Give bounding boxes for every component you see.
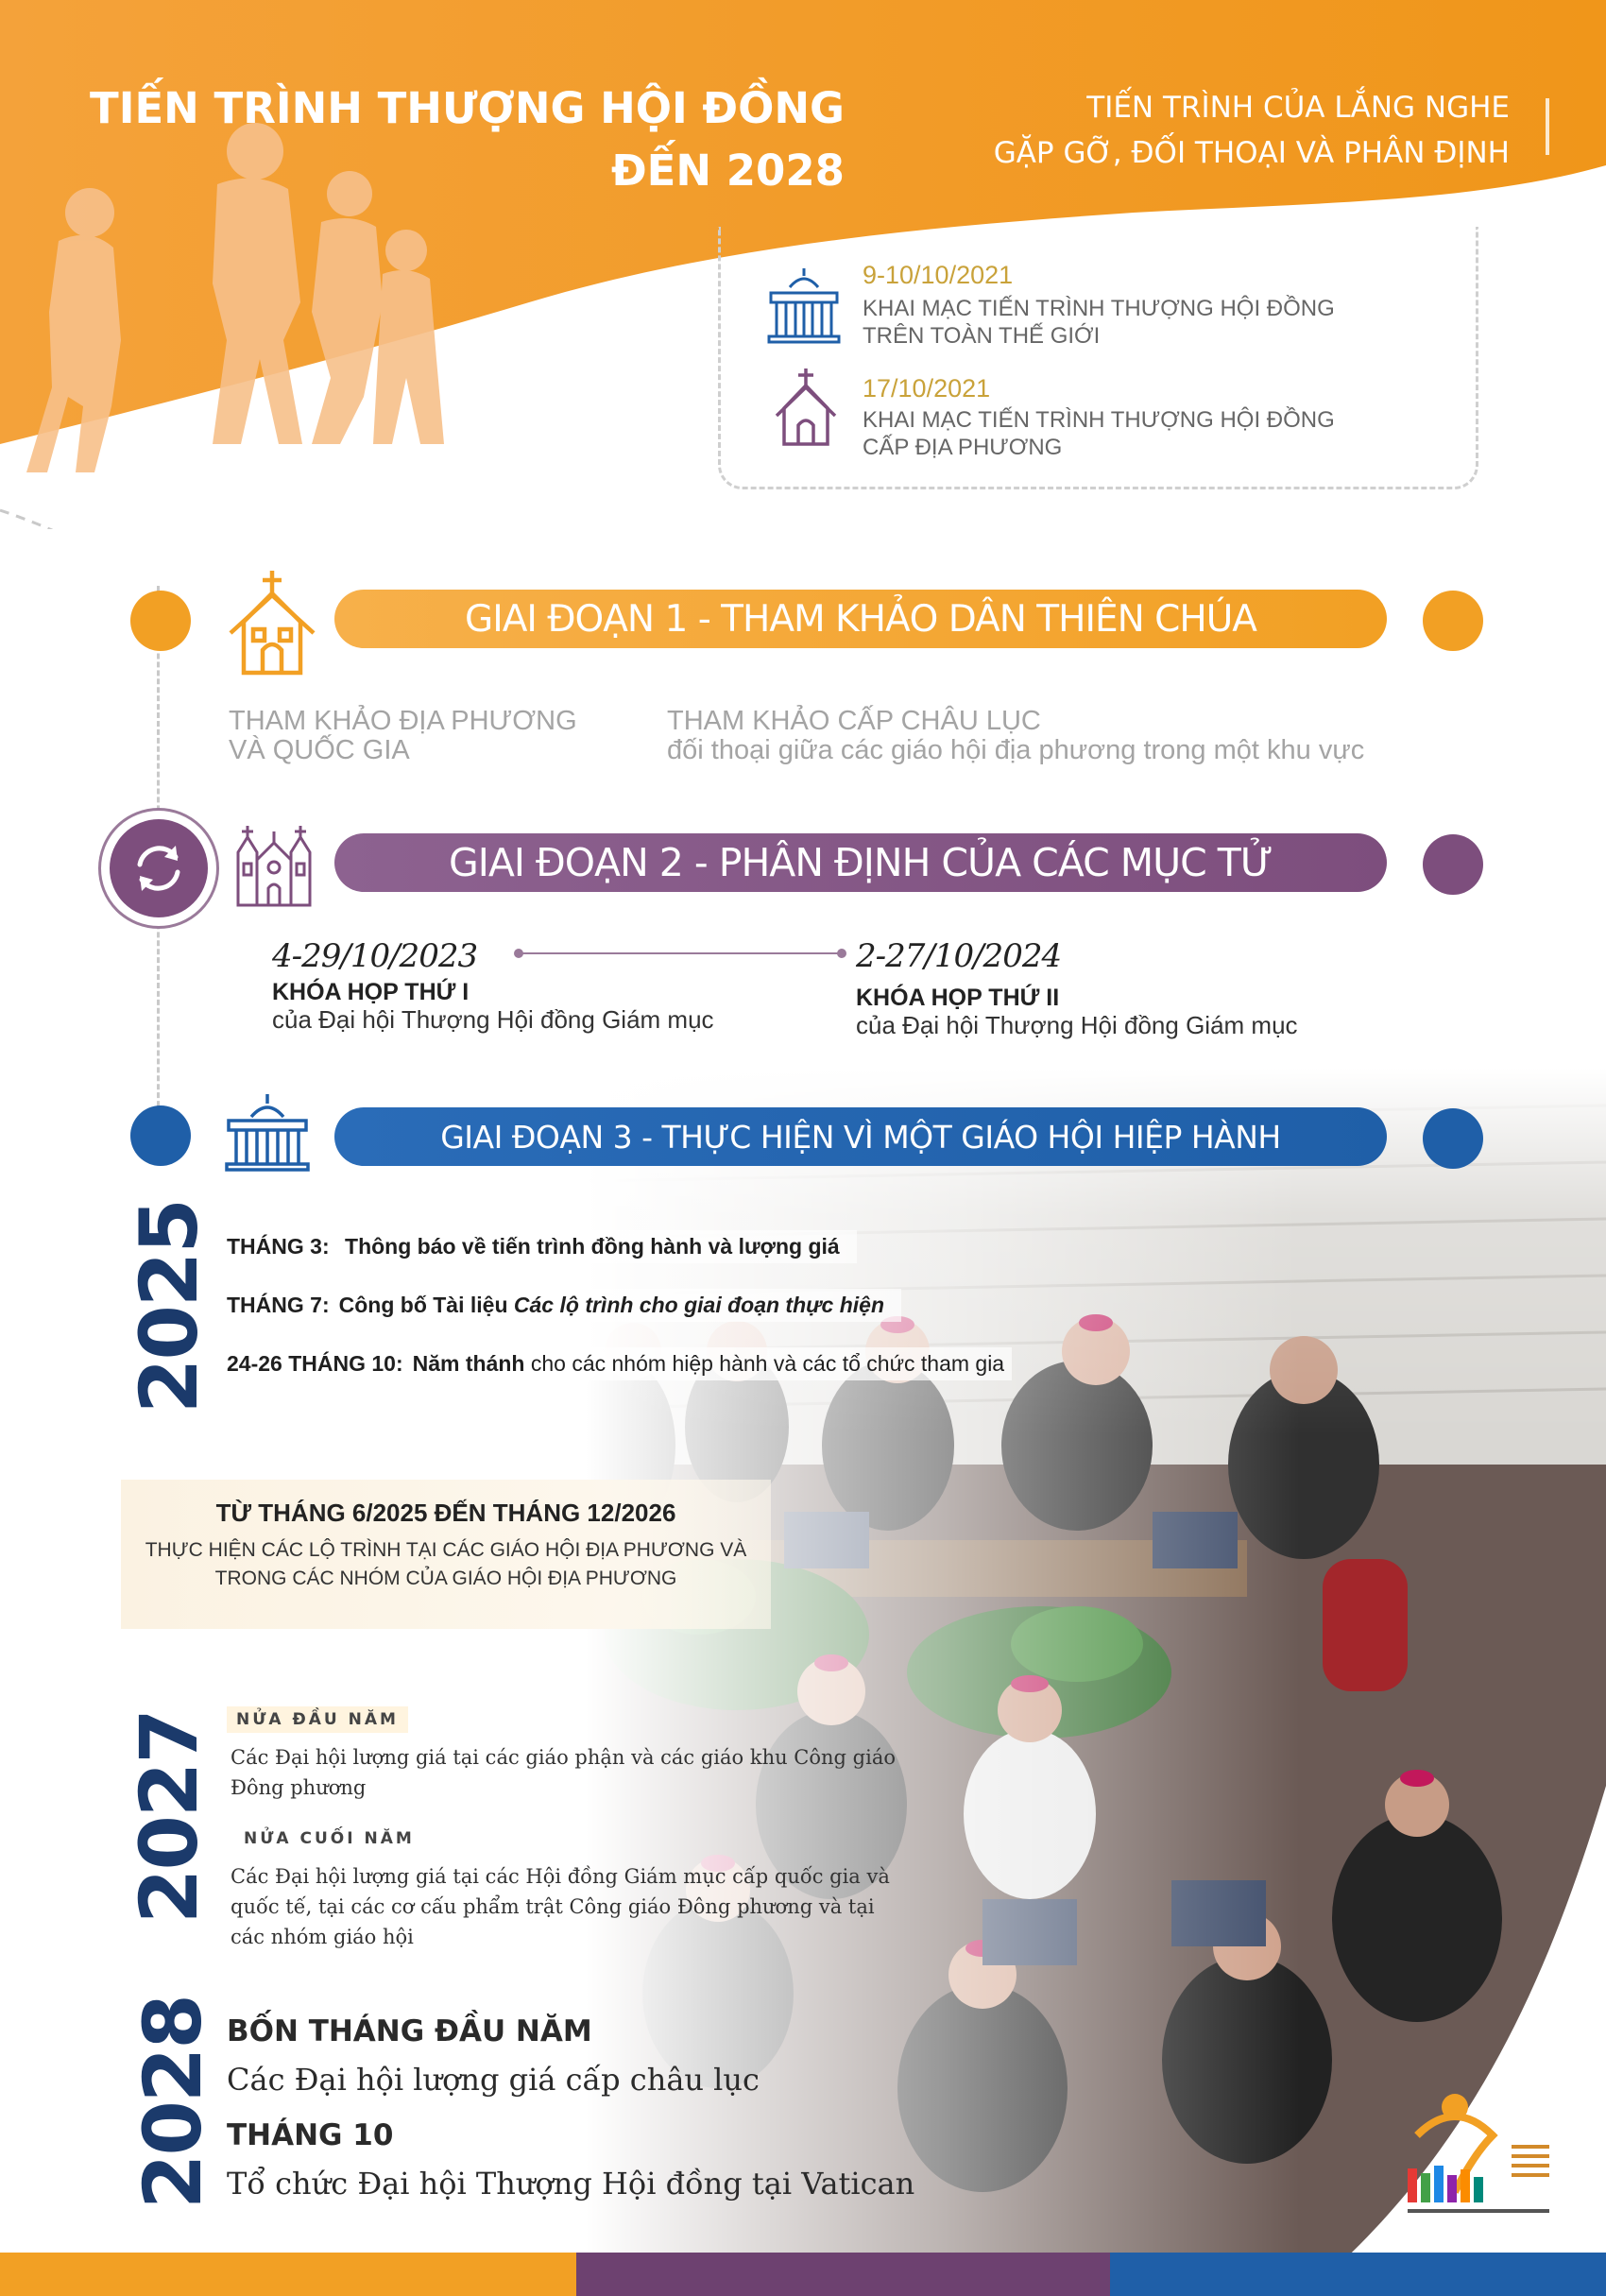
- stage1-left-dot: [130, 591, 191, 651]
- page-title-line1: TIẾN TRÌNH THƯỢNG HỘI ĐỒNG: [90, 83, 845, 133]
- y2025-row-march: [219, 1230, 857, 1263]
- stage1-right-line2: đối thoại giữa các giáo hội địa phương trong một khu vực: [667, 735, 1365, 765]
- basilica-icon: [767, 265, 841, 344]
- stage1-left-line1: THAM KHẢO ĐỊA PHƯƠNG: [229, 706, 577, 736]
- opening-desc-1-line2: TRÊN TOÀN THẾ GIỚI: [863, 323, 1101, 349]
- y2027-first-half-label: NỬA ĐẦU NĂM: [227, 1706, 408, 1733]
- opening-desc-1-line1: KHAI MẠC TIẾN TRÌNH THƯỢNG HỘI ĐỒNG: [863, 296, 1335, 321]
- y2027-second-half-label-wrap: [234, 1825, 424, 1852]
- y2028-label2: THÁNG 10: [227, 2118, 394, 2152]
- opening-date-2: 17/10/2021: [863, 374, 991, 403]
- session2-title: KHÓA HỌP THỨ II: [856, 985, 1060, 1011]
- y2027-second-half-text: [231, 1861, 890, 1952]
- year-2025: 2025: [123, 1200, 215, 1414]
- year-2028: 2028: [127, 1996, 219, 2209]
- opening-desc-1: [863, 295, 1335, 350]
- y2025-row-july-label: THÁNG 7:: [227, 1293, 330, 1317]
- cathedral-icon: [234, 822, 314, 909]
- y2025-row-october-text: cho các nhóm hiệp hành và các tổ chức tham gia: [524, 1351, 1005, 1376]
- session1-subtitle: của Đại hội Thượng Hội đồng Giám mục: [272, 1005, 714, 1034]
- y2028-text2: Tổ chức Đại hội Thượng Hội đồng tại Vatican: [227, 2166, 915, 2202]
- page-subtitle-line1: TIẾN TRÌNH CỦA LẮNG NGHE: [1086, 91, 1510, 125]
- y2025-row-october-bold: Năm thánh: [412, 1351, 525, 1376]
- y2028-label1: BỐN THÁNG ĐẦU NĂM: [227, 2014, 592, 2048]
- footer-band-purple: [576, 2253, 1110, 2296]
- year-2027: 2027: [123, 1710, 215, 1924]
- implementation-title: TỪ THÁNG 6/2025 ĐẾN THÁNG 12/2026: [215, 1499, 676, 1527]
- y2027-second-half-label: NỬA CUỐI NĂM: [234, 1825, 424, 1852]
- y2027-second-half-line1: Các Đại hội lượng giá tại các Hội đồng Giám mục cấp quốc gia và: [231, 1865, 890, 1888]
- y2025-row-march-text: Thông báo về tiến trình đồng hành và lượng giá: [345, 1234, 840, 1259]
- footer-band-blue: [1110, 2253, 1606, 2296]
- opening-desc-2-line2: CẤP ĐỊA PHƯƠNG: [863, 435, 1063, 460]
- y2028-text1: Các Đại hội lượng giá cấp châu lục: [227, 2062, 760, 2098]
- stage1-right-line1: THAM KHẢO CẤP CHÂU LỤC: [667, 706, 1041, 736]
- church-icon: [773, 367, 839, 448]
- opening-desc-2-line1: KHAI MẠC TIẾN TRÌNH THƯỢNG HỘI ĐỒNG: [863, 407, 1335, 433]
- y2025-row-july-text: Công bố Tài liệu: [338, 1293, 514, 1317]
- subtitle-divider: [1546, 98, 1549, 155]
- y2025-row-july-doc: Các lộ trình cho giai đoạn thực hiện: [513, 1293, 885, 1317]
- stage3-basilica-icon: [225, 1092, 310, 1172]
- y2027-second-half-line3: các nhóm giáo hội: [231, 1926, 414, 1948]
- implementation-line2: TRONG CÁC NHÓM CỦA GIÁO HỘI ĐỊA PHƯƠNG: [214, 1568, 677, 1589]
- y2025-row-march-label: THÁNG 3:: [227, 1234, 330, 1259]
- implementation-box: [121, 1480, 771, 1629]
- stage2-right-dot: [1423, 834, 1483, 895]
- session1-title: KHÓA HỌP THỨ I: [272, 979, 470, 1005]
- stage1-local-consultation: [229, 707, 577, 765]
- page-title: [32, 77, 845, 202]
- page-subtitle-line2: GẶP GỠ, ĐỐI THOẠI VÀ PHÂN ĐỊNH: [993, 136, 1510, 170]
- y2027-first-half-label-wrap: [227, 1706, 408, 1733]
- page-subtitle: [848, 85, 1510, 176]
- y2027-second-half-line2: quốc tế, tại các cơ cấu phẩm trật Công giáo Đông phương và tại: [231, 1895, 875, 1918]
- session-connector: [518, 952, 841, 954]
- session2-subtitle: của Đại hội Thượng Hội đồng Giám mục: [856, 1011, 1298, 1039]
- stage1-left-line2: VÀ QUỐC GIA: [229, 735, 410, 765]
- y2025-row-october-label: 24-26 THÁNG 10:: [227, 1351, 403, 1376]
- stage1-right-dot: [1423, 591, 1483, 651]
- stage1-continental-consultation: [667, 707, 1364, 765]
- y2025-row-october: [219, 1347, 1012, 1380]
- session1-date: 4-29/10/2023: [272, 937, 478, 975]
- y2025-row-july: [219, 1289, 901, 1322]
- y2027-first-half-line1: Các Đại hội lượng giá tại các giáo phận và các giáo khu Công giáo: [231, 1746, 896, 1769]
- session2-date: 2-27/10/2024: [856, 937, 1062, 975]
- synod-logo-icon: [1398, 2079, 1578, 2220]
- refresh-icon: [128, 838, 189, 899]
- stage3-left-dot: [130, 1105, 191, 1166]
- opening-desc-2: [863, 406, 1335, 461]
- implementation-line1: THỰC HIỆN CÁC LỘ TRÌNH TẠI CÁC GIÁO HỘI ĐỊA PHƯƠNG VÀ: [145, 1539, 747, 1561]
- connector-dot-left: [514, 949, 523, 958]
- stage1-banner: GIAI ĐOẠN 1 - THAM KHẢO DÂN THIÊN CHÚA: [334, 590, 1387, 648]
- page-title-line2: ĐẾN 2028: [610, 146, 845, 196]
- opening-date-1: 9-10/10/2021: [863, 261, 1014, 289]
- stage2-banner: GIAI ĐOẠN 2 - PHÂN ĐỊNH CỦA CÁC MỤC TỬ: [334, 833, 1387, 892]
- y2027-first-half-text: [231, 1742, 896, 1803]
- footer-band-orange: [0, 2253, 576, 2296]
- connector-dot-right: [837, 949, 846, 958]
- stage1-church-icon: [225, 567, 319, 678]
- y2027-first-half-line2: Đông phương: [231, 1776, 367, 1799]
- stage3-right-dot: [1423, 1108, 1483, 1169]
- stage3-banner: GIAI ĐOẠN 3 - THỰC HIỆN VÌ MỘT GIÁO HỘI HIỆP HÀNH: [334, 1107, 1387, 1166]
